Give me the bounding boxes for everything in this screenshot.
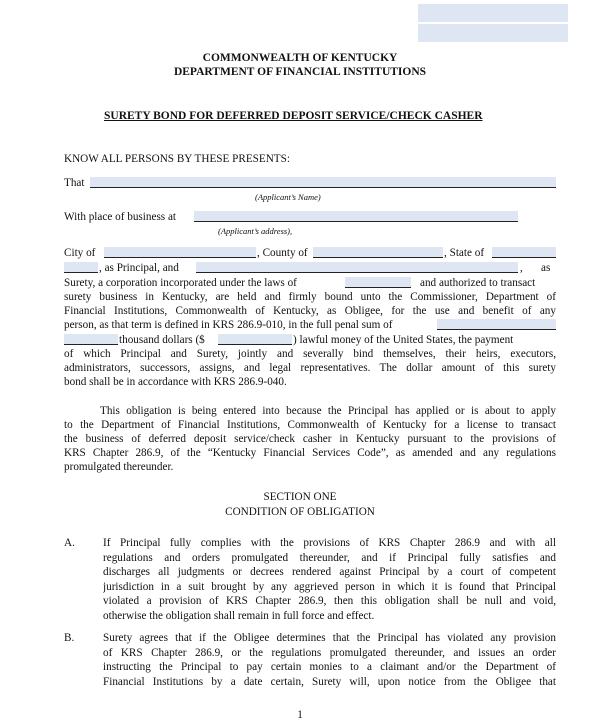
that-label: That [64, 177, 85, 189]
item-b-line: of KRS Chapter 286.9, or the regulations promulgated thereunder, and issues an order [103, 646, 556, 659]
header-line-2: DEPARTMENT OF FINANCIAL INSTITUTIONS [173, 66, 427, 78]
para1-line5b: ) lawful money of the United States, the payment [293, 334, 514, 346]
para1-line1b: and authorized to transact [420, 277, 536, 289]
surety-name-field[interactable] [196, 262, 518, 273]
page-number: 1 [297, 709, 303, 721]
item-a-line: regulations and orders promulgated thereunder, and if Principal fully satisfies and [103, 551, 556, 564]
para1-line5a: thousand dollars ($ [119, 334, 205, 346]
comma-label: , [520, 262, 523, 274]
applicant-name-caption: (Applicant’s Name) [255, 192, 321, 202]
item-a-line: jurisdiction in a suit brought by any aggrieved person in which it is found that Principal [103, 580, 556, 593]
para1-line8: bond shall be in accordance with KRS 286.9-040. [64, 376, 287, 388]
section-heading: SECTION ONE [263, 491, 337, 503]
item-b-line: instructing the Principal to pay certain monies to a claimant and/or the Department of [103, 661, 556, 674]
top-form-field-2[interactable] [418, 24, 568, 42]
para1-line2: surety business in Kentucky, are held and firmly bound unto the Commissioner, Department of [64, 291, 556, 303]
para2-line2: to the Department of Financial Institutions, Commonwealth of Kentucky for a license to transact [64, 419, 556, 431]
para2-line3: the business of deferred deposit service/check casher in Kentucky pursuant to the provisions of [64, 433, 556, 445]
applicant-address-field[interactable] [194, 211, 518, 222]
county-field[interactable] [313, 247, 443, 258]
item-b-marker: B. [64, 632, 75, 644]
state-field[interactable] [492, 247, 556, 258]
top-form-field-1[interactable] [418, 4, 568, 22]
para1-line4: person, as that term is defined in KRS 286.9-010, in the full penal sum of [64, 319, 393, 331]
document-title: SURETY BOND FOR DEFERRED DEPOSIT SERVICE/CHECK CASHER [104, 110, 483, 122]
city-label: City of [64, 247, 96, 259]
para2-line5: promulgated thereunder. [64, 461, 174, 473]
applicant-address-caption: (Applicant’s address), [218, 226, 293, 236]
item-a-line: violated a provision of KRS Chapter 286.9, then this obligation shall be null and void, [103, 595, 556, 608]
penal-sum-words-field-continued[interactable] [64, 334, 118, 345]
item-b-line: Surety agrees that if the Obligee determines that the Principal has violated any provision [103, 632, 556, 644]
applicant-name-field[interactable] [90, 177, 556, 188]
surety-state-field[interactable] [345, 277, 411, 288]
principal-label: , as Principal, and [99, 262, 179, 274]
header-line-1: COMMONWEALTH OF KENTUCKY [202, 52, 398, 64]
as-label: as [541, 262, 551, 274]
penal-sum-amount-field[interactable] [218, 334, 292, 345]
item-a-line: discharges all judgments or decrees rendered against Principal by a court of competent [103, 566, 556, 579]
para1-line3: Financial Institutions, Commonwealth of Kentucky, as Obligee, for the use and benefit of any [64, 305, 556, 317]
item-a-marker: A. [64, 537, 75, 549]
para1-line6: of which Principal and Surety, jointly and severally bind themselves, their heirs, executors, [64, 348, 556, 360]
para1-line1a: Surety, a corporation incorporated under the laws of [64, 277, 297, 289]
para2-line4: KRS Chapter 286.9, of the “Kentucky Financial Services Code”, as amended and any regulations [64, 447, 556, 459]
item-b-line: Financial Institutions by a date certain, Surety will, upon notice from the Obligee that [103, 675, 556, 688]
place-of-business-label: With place of business at [64, 211, 177, 223]
penal-sum-words-field[interactable] [437, 319, 556, 330]
state-label: , State of [444, 247, 485, 259]
item-a-line: If Principal fully complies with the provisions of KRS Chapter 286.9 and with all [103, 537, 556, 549]
county-label: , County of [257, 247, 308, 259]
para1-line7: administrators, successors, assigns, and legal representatives. The dollar amount of this surety [64, 362, 556, 374]
state-field-continued[interactable] [64, 262, 98, 273]
intro-text: KNOW ALL PERSONS BY THESE PRESENTS: [64, 153, 290, 165]
section-subheading: CONDITION OF OBLIGATION [225, 506, 375, 518]
city-field[interactable] [104, 247, 256, 258]
item-a-line: otherwise the obligation shall remain in full force and effect. [103, 610, 375, 622]
para2-line1: This obligation is being entered into because the Principal has applied or is about to apply [100, 405, 556, 417]
